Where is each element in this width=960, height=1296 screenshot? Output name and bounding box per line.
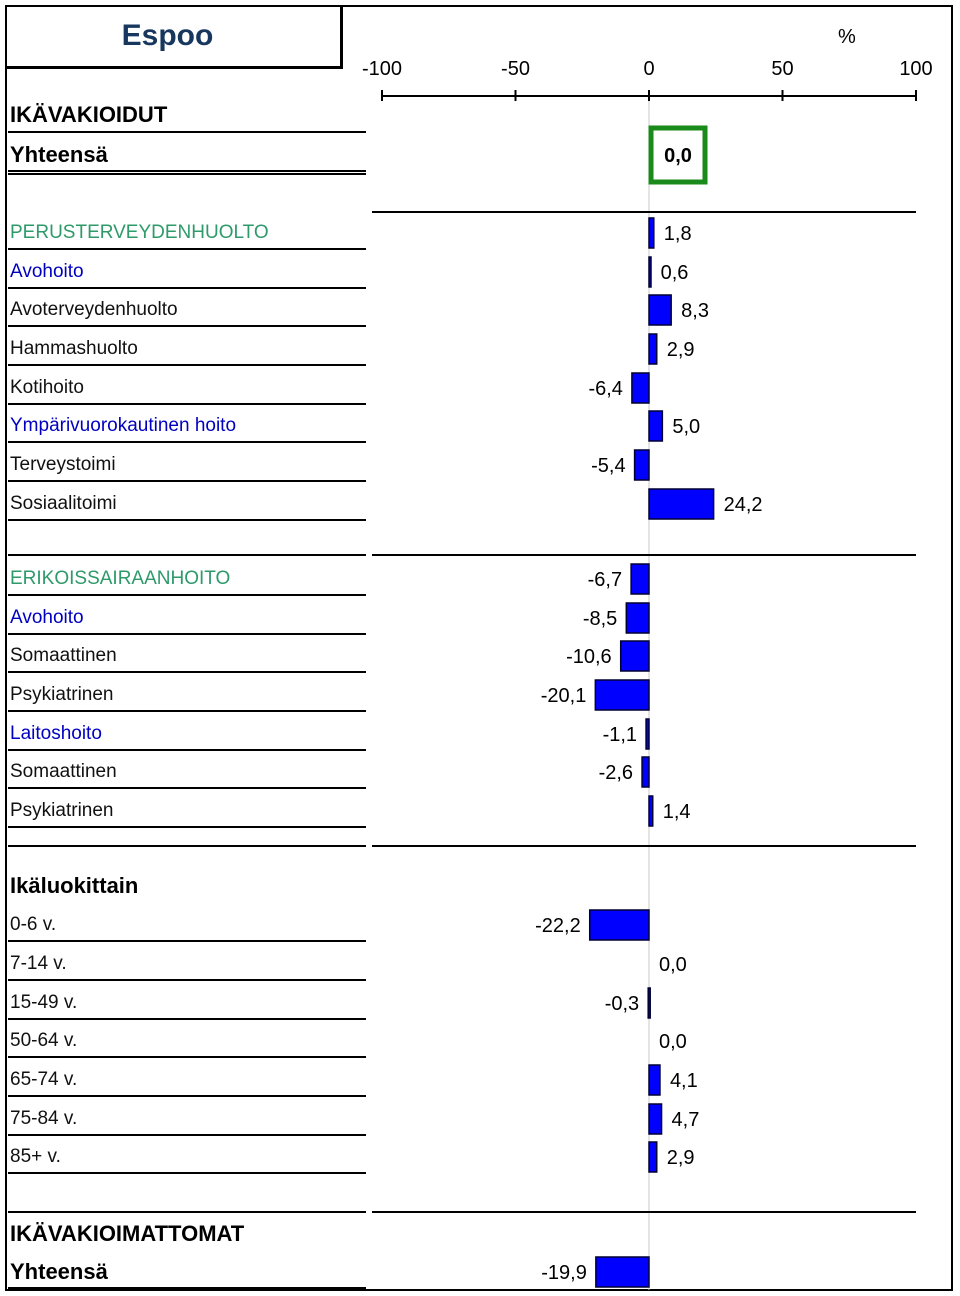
row-label: Ikäluokittain <box>10 873 139 898</box>
row-label: Sosiaalitoimi <box>10 493 117 514</box>
bar <box>642 757 649 787</box>
bar-value-label: -6,7 <box>587 569 623 591</box>
row-label: Somaattinen <box>10 761 117 782</box>
row-label: 75-84 v. <box>10 1108 78 1129</box>
bar-value-label: 5,0 <box>672 416 701 438</box>
row-label: Yhteensä <box>10 1259 108 1284</box>
bar-value-label: -1,1 <box>602 724 638 746</box>
bar-value-label: 0,0 <box>659 1031 687 1053</box>
bar-value-label: 0,0 <box>664 145 692 167</box>
bar-value-label: 0,6 <box>660 262 689 284</box>
row-label: 85+ v. <box>10 1146 61 1167</box>
bar-value-label: -19,9 <box>541 1262 587 1284</box>
row-label: PERUSTERVEYDENHUOLTO <box>10 222 269 243</box>
bar-value-label: 4,7 <box>671 1109 700 1131</box>
bar <box>649 295 671 325</box>
row-label: IKÄVAKIOIMATTOMAT <box>10 1221 245 1246</box>
bar-value-label: -5,4 <box>591 455 626 477</box>
row-label: Yhteensä <box>10 142 108 167</box>
row-label: ERIKOISSAIRAANHOITO <box>10 568 231 589</box>
bar-value-label: -10,6 <box>566 646 612 668</box>
bar <box>649 1065 660 1095</box>
row-label: Somaattinen <box>10 645 117 666</box>
bar <box>649 1104 662 1134</box>
bar <box>635 450 649 480</box>
row-label: Hammashuolto <box>10 338 138 359</box>
bar <box>649 1142 657 1172</box>
bar <box>596 1257 649 1287</box>
bar <box>648 988 650 1018</box>
unit-label: % <box>838 26 856 48</box>
bar-value-label: -22,2 <box>535 915 581 937</box>
row-label: Terveystoimi <box>10 454 116 475</box>
bar-value-label: -8,5 <box>582 608 618 630</box>
bar-value-label: -20,1 <box>540 685 587 707</box>
bar-value-label: 4,1 <box>669 1070 698 1092</box>
row-label: Ympärivuorokautinen hoito <box>10 415 237 436</box>
bar <box>649 218 654 248</box>
row-label: 65-74 v. <box>10 1069 78 1090</box>
chart-title: Espoo <box>121 18 214 52</box>
bar <box>649 334 657 364</box>
bar-value-label: -6,4 <box>588 378 623 400</box>
bar-value-label: 24,2 <box>723 494 763 516</box>
bar <box>646 719 649 749</box>
x-tick-label: 50 <box>771 58 794 80</box>
row-label: Psykiatrinen <box>10 684 114 705</box>
bar <box>649 411 662 441</box>
row-label: Kotihoito <box>10 377 84 398</box>
row-label: Psykiatrinen <box>10 800 114 821</box>
row-label: 7-14 v. <box>10 953 67 974</box>
bar-value-label: 8,3 <box>681 300 709 322</box>
x-tick-label: 0 <box>643 58 655 80</box>
row-label: IKÄVAKIOIDUT <box>10 102 168 127</box>
x-tick-label: 100 <box>899 58 933 80</box>
bar <box>595 680 649 710</box>
bar-value-label: -0,3 <box>604 993 640 1015</box>
bar <box>649 489 714 519</box>
bar <box>649 257 651 287</box>
bar-value-label: -2,6 <box>598 762 634 784</box>
row-label: 50-64 v. <box>10 1030 78 1051</box>
bar-value-label: 1,4 <box>662 801 691 823</box>
bar-value-label: 1,8 <box>663 223 692 245</box>
bar <box>626 603 649 633</box>
bar-value-label: 2,9 <box>666 1147 695 1169</box>
x-tick-label: -100 <box>361 58 403 80</box>
bar <box>621 641 649 671</box>
row-label: 0-6 v. <box>10 914 57 935</box>
x-tick-label: -50 <box>501 58 530 80</box>
bar <box>631 564 649 594</box>
bar-value-label: 0,0 <box>659 954 687 976</box>
bar-value-label: 2,9 <box>666 339 695 361</box>
bar <box>632 373 649 403</box>
bar <box>590 910 649 940</box>
row-label: Avohoito <box>10 261 84 282</box>
bar <box>649 796 653 826</box>
row-label: Avohoito <box>10 607 84 628</box>
row-label: Laitoshoito <box>10 723 102 744</box>
row-label: Avoterveydenhuolto <box>10 299 178 320</box>
row-label: 15-49 v. <box>10 992 78 1013</box>
